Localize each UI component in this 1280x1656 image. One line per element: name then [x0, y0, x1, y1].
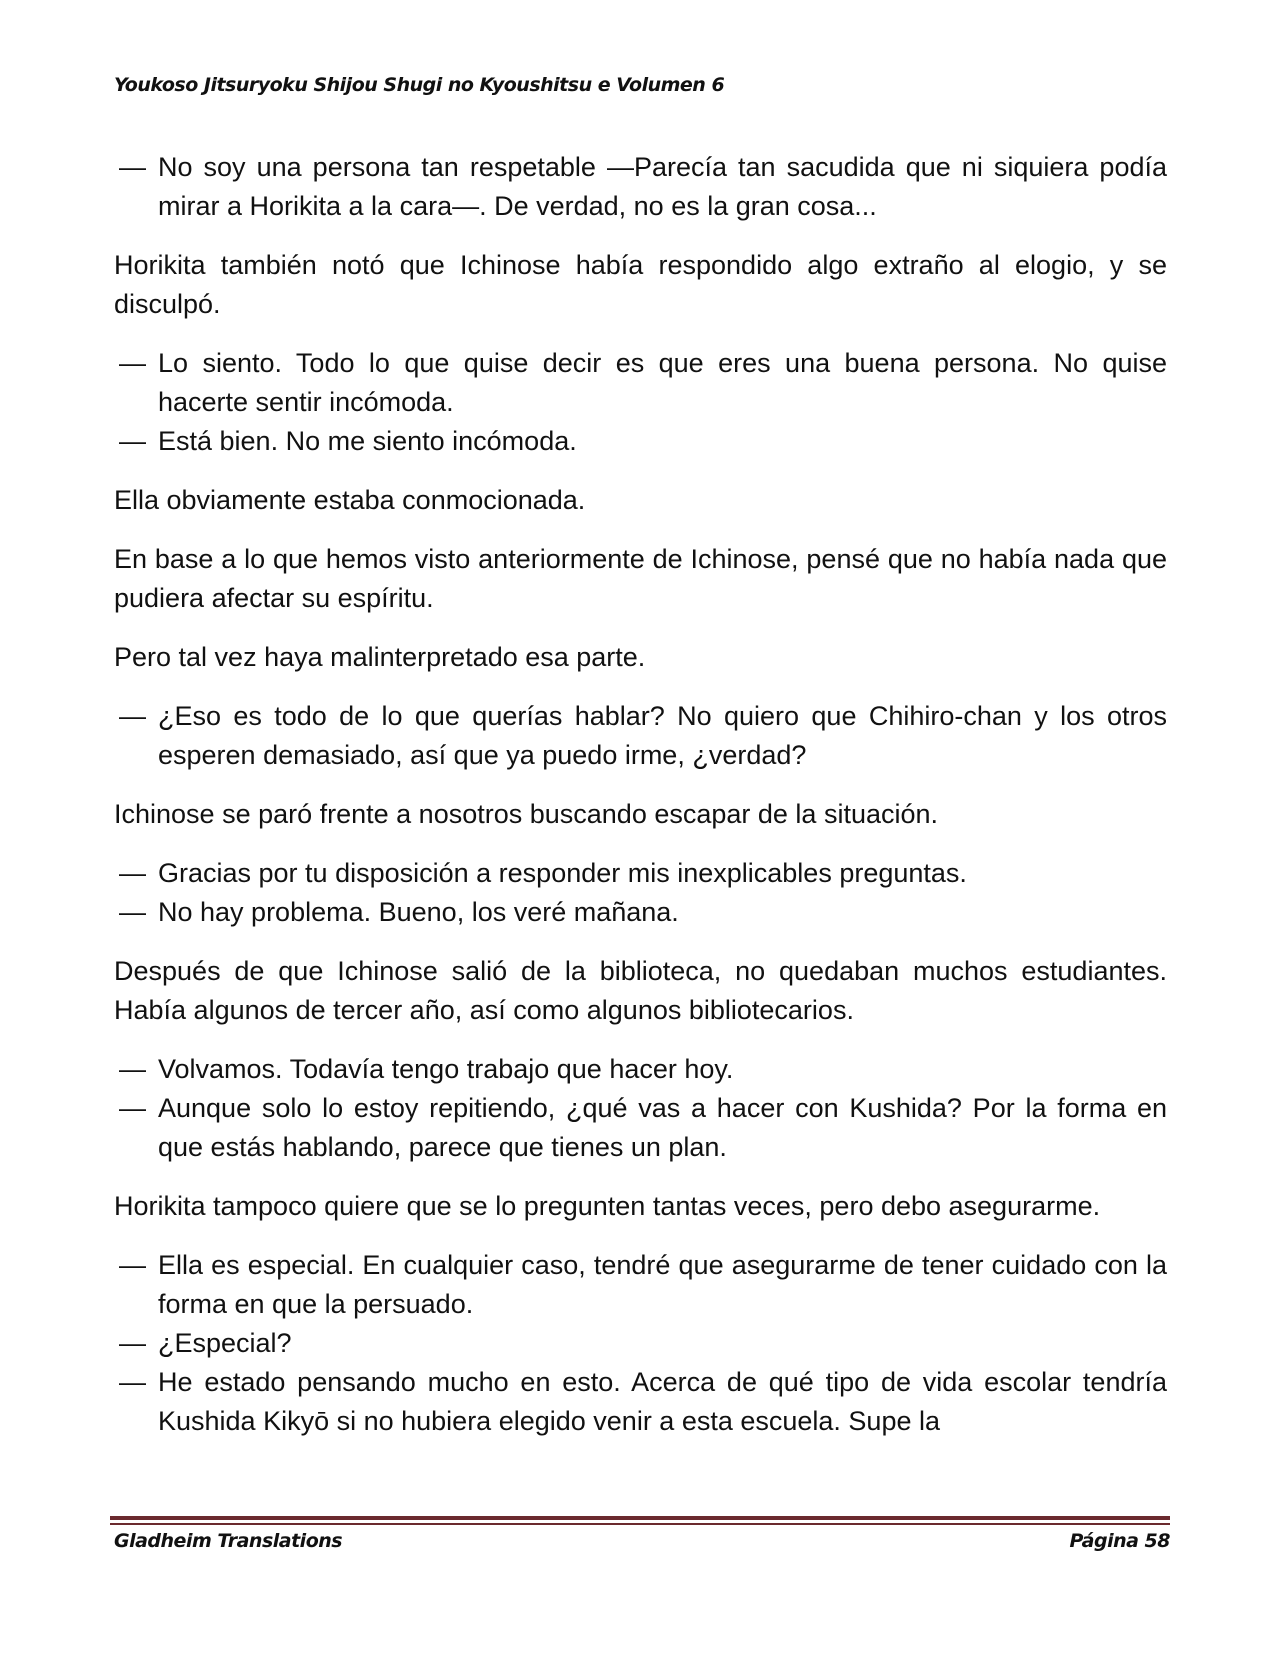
paragraph-text: En base a lo que hemos visto anteriormente de Ichinose, pensé que no había nada que pudiera afectar su espíritu. — [114, 544, 1167, 613]
dialogue-line — [114, 148, 1167, 226]
dialogue-group — [114, 1246, 1167, 1441]
dialogue-text: He estado pensando mucho en esto. Acerca de qué tipo de vida escolar tendría Kushida Kikyō si no hubiera elegido venir a esta escuela. Supe la — [158, 1367, 1167, 1436]
paragraph-text: Horikita también notó que Ichinose había respondido algo extraño al elogio, y se disculpó. — [114, 250, 1167, 319]
dialogue-line — [114, 697, 1167, 775]
dialogue-line — [114, 1089, 1167, 1167]
dialogue-dash: — — [119, 1328, 146, 1358]
dialogue-group — [114, 854, 1167, 932]
dialogue-dash: — — [119, 1250, 146, 1280]
dialogue-text: Volvamos. Todavía tengo trabajo que hacer hoy. — [158, 1054, 734, 1084]
dialogue-line — [114, 1246, 1167, 1324]
narration-paragraph — [114, 952, 1167, 1030]
dialogue-group — [114, 1050, 1167, 1167]
narration-paragraph — [114, 795, 1167, 834]
dialogue-line — [114, 854, 1167, 893]
narration-paragraph — [114, 1187, 1167, 1226]
dialogue-text: ¿Eso es todo de lo que querías hablar? No quiero que Chihiro-chan y los otros esperen demasiado, así que ya puedo irme, ¿verdad? — [158, 701, 1167, 770]
narration-paragraph — [114, 481, 1167, 520]
dialogue-dash: — — [119, 1367, 146, 1397]
dialogue-dash: — — [119, 1093, 146, 1123]
dialogue-dash: — — [119, 348, 146, 378]
paragraph-text: Ella obviamente estaba conmocionada. — [114, 485, 586, 515]
footer-credit: Gladheim Translations — [114, 1530, 343, 1552]
dialogue-dash: — — [119, 152, 146, 182]
paragraph-text: Ichinose se paró frente a nosotros buscando escapar de la situación. — [114, 799, 939, 829]
dialogue-line — [114, 1050, 1167, 1089]
dialogue-text: No hay problema. Bueno, los veré mañana. — [158, 897, 679, 927]
narration-paragraph — [114, 638, 1167, 677]
dialogue-line — [114, 422, 1167, 461]
dialogue-dash: — — [119, 1054, 146, 1084]
narration-paragraph — [114, 246, 1167, 324]
dialogue-dash: — — [119, 897, 146, 927]
dialogue-line — [114, 1363, 1167, 1441]
paragraph-text: Después de que Ichinose salió de la biblioteca, no quedaban muchos estudiantes. Había algunos de tercer año, así como algunos bibliotecarios. — [114, 956, 1167, 1025]
paragraph-text: Horikita tampoco quiere que se lo pregunten tantas veces, pero debo asegurarme. — [114, 1191, 1101, 1221]
narration-paragraph — [114, 540, 1167, 618]
dialogue-dash: — — [119, 426, 146, 456]
footer-rule-thin — [110, 1523, 1170, 1525]
running-header: Youkoso Jitsuryoku Shijou Shugi no Kyoushitsu e Volumen 6 — [114, 74, 725, 96]
dialogue-text: No soy una persona tan respetable —Parecía tan sacudida que ni siquiera podía mirar a Horikita a la cara—. De verdad, no es la gran cosa... — [158, 152, 1167, 221]
dialogue-dash: — — [119, 701, 146, 731]
dialogue-dash: — — [119, 858, 146, 888]
footer-rule — [110, 1516, 1170, 1520]
paragraph-text: Pero tal vez haya malinterpretado esa parte. — [114, 642, 646, 672]
dialogue-text: Lo siento. Todo lo que quise decir es que eres una buena persona. No quise hacerte sentir incómoda. — [158, 348, 1167, 417]
dialogue-group — [114, 148, 1167, 226]
dialogue-group — [114, 697, 1167, 775]
dialogue-text: Aunque solo lo estoy repitiendo, ¿qué vas a hacer con Kushida? Por la forma en que estás hablando, parece que tienes un plan. — [158, 1093, 1167, 1162]
dialogue-group — [114, 344, 1167, 461]
dialogue-text: ¿Especial? — [158, 1328, 292, 1358]
page-number: Página 58 — [1069, 1530, 1170, 1552]
dialogue-text: Gracias por tu disposición a responder mis inexplicables preguntas. — [158, 858, 967, 888]
dialogue-line — [114, 1324, 1167, 1363]
dialogue-text: Está bien. No me siento incómoda. — [158, 426, 577, 456]
dialogue-text: Ella es especial. En cualquier caso, tendré que asegurarme de tener cuidado con la forma en que la persuado. — [158, 1250, 1167, 1319]
page-body — [114, 148, 1167, 1441]
dialogue-line — [114, 344, 1167, 422]
dialogue-line — [114, 893, 1167, 932]
